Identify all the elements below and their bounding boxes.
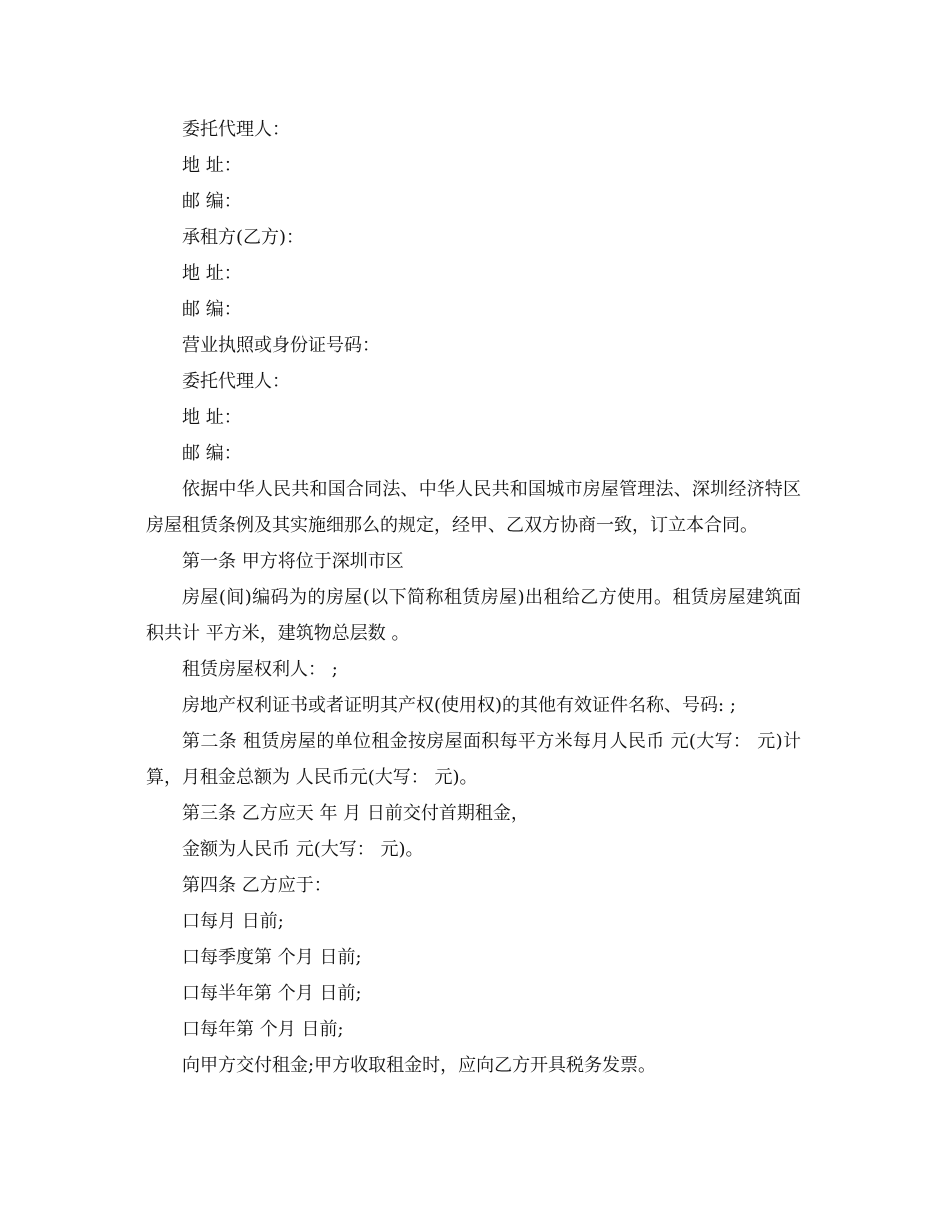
agent-label: 委托代理人：: [182, 119, 290, 140]
lessee-agent-address-label: 地 址：: [182, 407, 242, 428]
lessee-agent-postcode-label: 邮 编：: [182, 443, 242, 464]
article-4-paragraph: 第四条 乙方应于：: [182, 875, 332, 896]
certificate-line: 房地产权利证书或者证明其产权(使用权)的其他有效证件名称、号码: ;: [182, 695, 736, 716]
option-monthly: 口每月 日前;: [182, 911, 284, 932]
license-id-label: 营业执照或身份证号码：: [182, 335, 380, 356]
lessee-agent-label: 委托代理人：: [182, 371, 290, 392]
address-label: 地 址：: [182, 155, 242, 176]
article-1-paragraph: 第一条 甲方将位于深圳市区: [182, 551, 404, 572]
lessee-label: 承租方(乙方)：: [182, 227, 305, 248]
lessee-address-label: 地 址：: [182, 263, 242, 284]
property-description-paragraph: 房屋(间)编码为的房屋(以下简称租赁房屋)出租给乙方使用。租赁房屋建筑面积共计 平方米，建筑物总层数 。: [146, 587, 801, 644]
option-half-yearly: 口每半年第 个月 日前;: [182, 983, 362, 1004]
option-yearly: 口每年第 个月 日前;: [182, 1019, 344, 1040]
first-payment-amount-line: 金额为人民币 元(大写： 元)。: [182, 839, 424, 860]
payment-invoice-line: 向甲方交付租金;甲方收取租金时，应向乙方开具税务发票。: [182, 1055, 657, 1076]
article-2-paragraph: 第二条 租赁房屋的单位租金按房屋面积每平方米每月人民币 元(大写： 元)计算，月租金总额为 人民币元(大写： 元)。: [146, 731, 801, 788]
option-quarterly: 口每季度第 个月 日前;: [182, 947, 362, 968]
document-body: [146, 112, 801, 1084]
preamble-paragraph: 依据中华人民共和国合同法、中华人民共和国城市房屋管理法、深圳经济特区房屋租赁条例及其实施细那么的规定，经甲、乙双方协商一致，订立本合同。: [146, 479, 801, 536]
lessee-postcode-label: 邮 编：: [182, 299, 242, 320]
article-3-paragraph: 第三条 乙方应天 年 月 日前交付首期租金，: [182, 803, 529, 824]
property-owner-line: 租赁房屋权利人： ;: [182, 659, 338, 680]
postcode-label: 邮 编：: [182, 191, 242, 212]
